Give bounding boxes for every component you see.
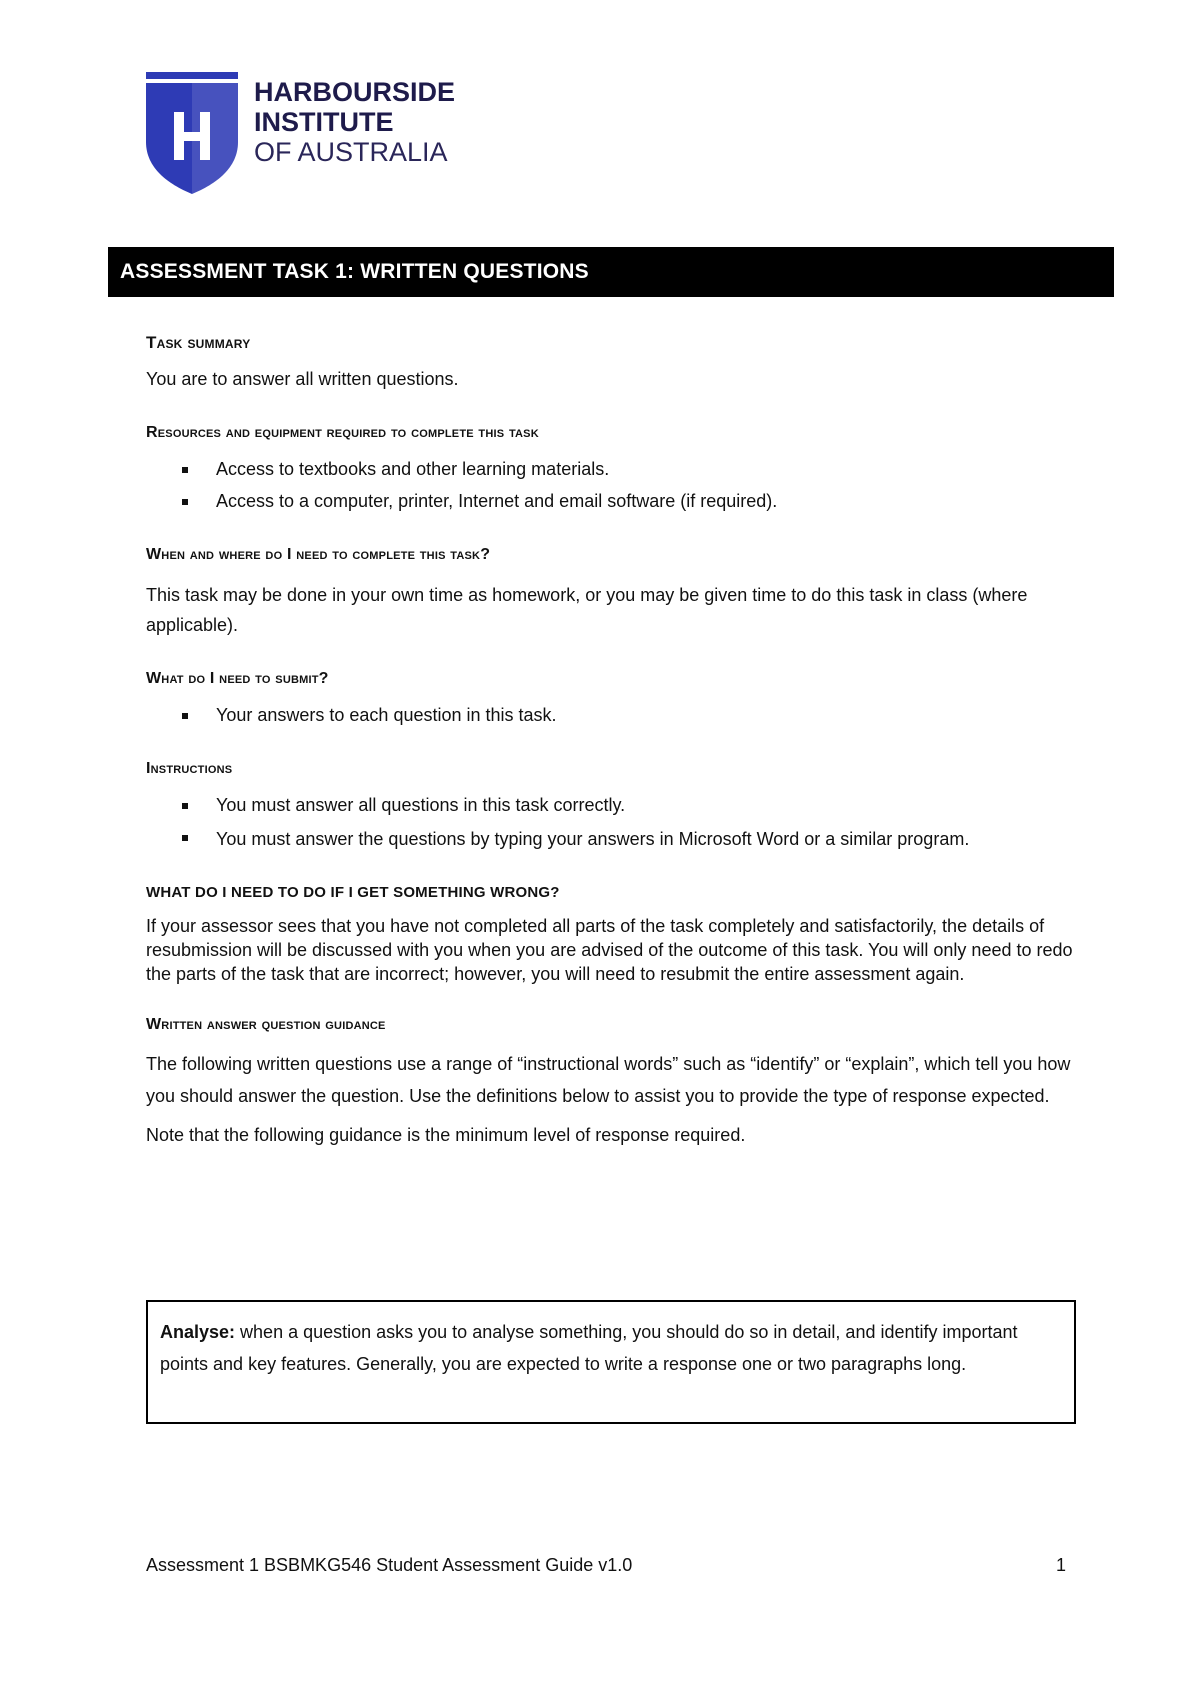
when-where-heading: When and where do I need to complete this task? [146,546,491,563]
footer-text: Assessment 1 BSBMKG546 Student Assessment Guide v1.0 [146,1555,633,1575]
submit-heading: What do I need to submit? [146,670,329,687]
resources-list [146,456,1086,514]
list-item: Your answers to each question in this task. [146,702,1086,728]
wrong-text: If your assessor sees that you have not completed all parts of the task completely and satisfactorily, the details of resubmission will be discussed with you when you are advised of the outcome of this task. You will only need to redo the parts of the task that are incorrect; however, you will need to resubmit the entire assessment again. [146,916,1073,984]
bullet-icon [182,499,188,505]
analyse-definition-box [146,1300,1076,1424]
task-title-banner: ASSESSMENT TASK 1: WRITTEN QUESTIONS [108,247,1114,297]
task-summary-heading: Task summary [146,333,251,352]
instructions-list [146,792,1086,854]
bullet-icon [182,467,188,473]
task-summary-text: You are to answer all written questions. [146,369,459,389]
list-item: Access to a computer, printer, Internet and email software (if required). [146,488,1086,514]
list-item: Access to textbooks and other learning materials. [146,456,1086,482]
when-where-text: This task may be done in your own time as homework, or you may be given time to do this task in class (where applicable). [146,585,1028,635]
guidance-note: Note that the following guidance is the minimum level of response required. [146,1125,746,1145]
guidance-text: The following written questions use a range of “instructional words” such as “identify” or “explain”, which tell you how you should answer the question. Use the definitions below to assist you to provide the type of response expected. [146,1054,1071,1106]
institute-logo [146,72,456,197]
definition-term: Analyse: [160,1322,236,1342]
page-number: 1 [1055,1555,1066,1575]
logo-line-2: INSTITUTE [254,107,394,137]
submit-list [146,702,1086,728]
document-body [146,330,1086,1148]
list-item: You must answer all questions in this task correctly. [146,792,1086,818]
bullet-icon [182,803,188,809]
bullet-icon [182,713,188,719]
list-item: You must answer the questions by typing your answers in Microsoft Word or a similar program. [146,824,1086,854]
definition-text: when a question asks you to analyse something, you should do so in detail, and identify important points and key features. Generally, you are expected to write a response one or two paragraphs long. [160,1322,1018,1374]
logo-wordmark [254,77,455,167]
bullet-icon [182,835,188,841]
logo-line-1: HARBOURSIDE [254,77,456,107]
page-footer [146,1553,1066,1577]
guidance-heading: Written answer question guidance [146,1016,386,1033]
resources-heading: Resources and equipment required to complete this task [146,424,539,441]
logo-line-3: OF AUSTRALIA [254,137,448,167]
instructions-heading: Instructions [146,760,233,777]
wrong-heading: WHAT DO I NEED TO DO IF I GET SOMETHING WRONG? [146,884,560,901]
shield-icon [146,72,242,196]
